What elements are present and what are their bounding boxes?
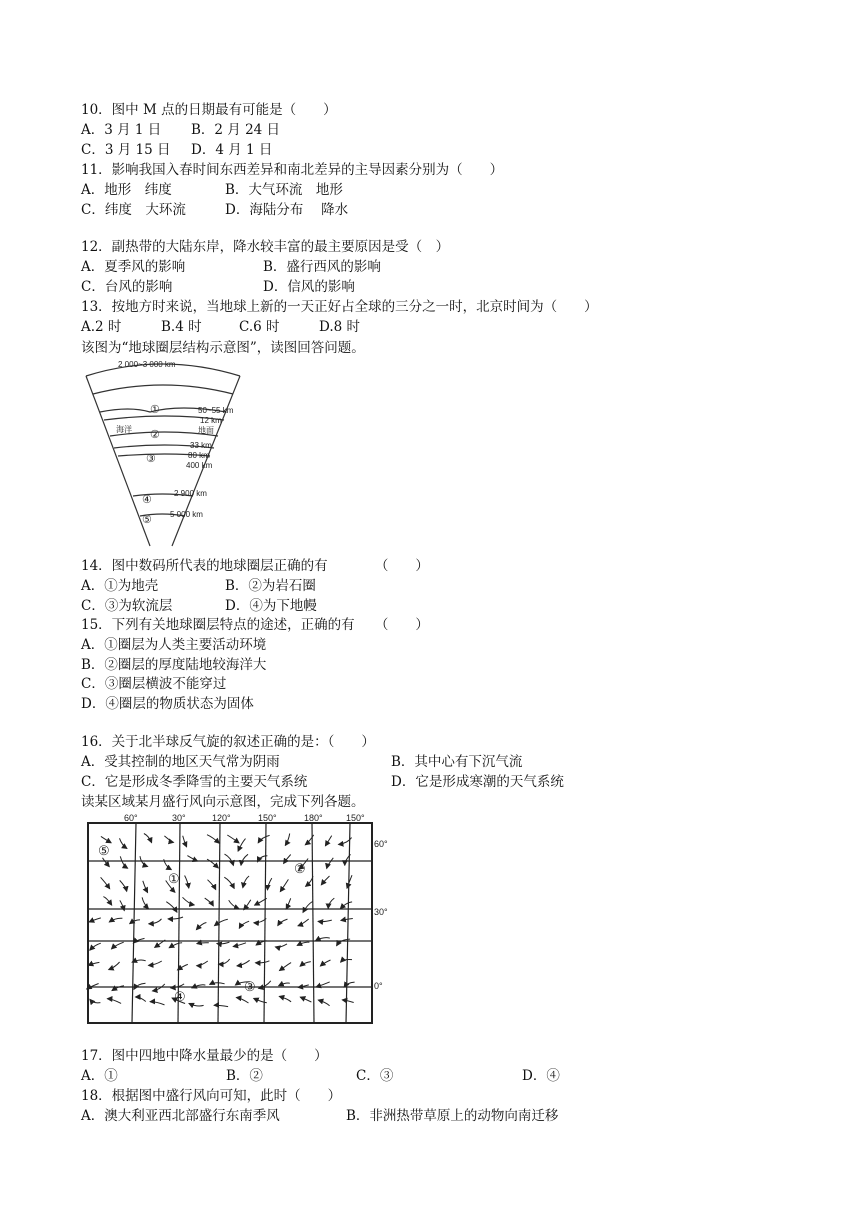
wind-arrow <box>187 856 197 862</box>
wind-direction-map <box>80 811 390 1027</box>
wind-arrow <box>109 962 120 970</box>
wind-arrow <box>197 961 208 966</box>
map-marker-1: ① <box>168 871 180 886</box>
wind-arrow <box>328 898 334 908</box>
map-marker-4: ④ <box>174 989 186 1004</box>
wind-arrow <box>219 959 230 964</box>
q13-option-a: A.2 时 <box>81 319 122 335</box>
q16-option-a: A．受其控制的地区天气常为阴雨 <box>81 754 280 770</box>
q11-option-c: C．纬度 大环流 <box>81 202 186 218</box>
wind-arrow <box>169 943 182 948</box>
layer-boundary-1 <box>93 385 233 394</box>
wind-arrow <box>316 938 330 941</box>
wind-arrow <box>325 836 331 846</box>
wind-arrow <box>344 982 354 987</box>
earth-marker-5: ⑤ <box>142 514 152 526</box>
wind-arrow <box>342 1000 353 1003</box>
lon-label-1: 60° <box>124 813 138 823</box>
earth-marker-3: ③ <box>146 453 156 465</box>
q14-option-b: B．②为岩石圈 <box>225 578 316 594</box>
q10-stem: 10．图中 M 点的日期最有可能是（ ） <box>81 102 337 118</box>
q12-stem: 12．副热带的大陆东岸，降水较丰富的最主要原因是受（ ） <box>81 239 450 255</box>
earth-left-edge <box>86 376 150 546</box>
wind-arrow <box>280 879 288 891</box>
wind-arrow <box>103 858 110 867</box>
earth-label-5000km: 5 000 km <box>170 510 203 519</box>
wind-arrow <box>130 920 140 924</box>
wind-arrow <box>321 876 329 885</box>
wind-arrow <box>229 900 239 909</box>
wind-arrow <box>297 942 309 945</box>
wind-arrow <box>244 900 251 910</box>
wind-arrow <box>189 1003 204 1006</box>
wind-arrow <box>303 902 313 913</box>
q11-option-b: B．大气环流 地形 <box>225 182 343 198</box>
q15-stem: 15．下列有关地球圈层特点的途述，正确的有 （ ） <box>81 617 429 633</box>
q18-option-a: A．澳大利亚西北部盛行东南季风 <box>81 1108 280 1124</box>
q11-option-a: A．地形 纬度 <box>81 182 172 198</box>
wind-arrow <box>150 1002 164 1005</box>
wind-arrow <box>112 942 124 949</box>
wind-arrow <box>318 1000 329 1006</box>
earth-marker-1: ① <box>150 404 160 416</box>
wind-arrow <box>90 999 101 1002</box>
q12-option-a: A．夏季风的影响 <box>81 259 186 275</box>
wind-arrow <box>144 834 152 843</box>
wind-arrow <box>286 898 291 909</box>
earth-label-2900km: 2 900 km <box>174 489 207 498</box>
q13-option-b: B.4 时 <box>161 319 202 335</box>
wind-arrow <box>164 836 173 843</box>
lat-label-60: 60° <box>374 839 388 849</box>
wind-arrow <box>258 835 269 842</box>
wind-arrow <box>210 983 225 985</box>
wind-arrow <box>168 917 183 919</box>
q10-option-c: C．3 月 15 日 <box>81 142 171 158</box>
map-marker-2: ② <box>294 861 306 876</box>
wind-arrow <box>149 961 162 965</box>
wind-arrow <box>208 880 216 890</box>
wind-arrow <box>233 943 246 947</box>
q16-option-b: B．其中心有下沉气流 <box>391 754 523 770</box>
wind-arrow <box>275 944 287 947</box>
wind-arrow <box>120 856 127 868</box>
wind-arrow <box>316 982 330 987</box>
wind-arrow <box>278 919 288 925</box>
q10-option-b: B．2 月 24 日 <box>191 122 281 138</box>
q14-option-c: C．③为软流层 <box>81 598 173 614</box>
lon-label-6: 150° <box>346 813 365 823</box>
wind-arrow <box>341 919 353 921</box>
earth-label-33km: 33 km <box>190 441 212 450</box>
q18-option-b: B．非洲热带草原上的动物向南迁移 <box>346 1108 559 1124</box>
q12-option-b: B．盛行西风的影响 <box>263 259 381 275</box>
wind-arrow <box>149 919 162 924</box>
wind-arrow <box>103 897 111 906</box>
earth-top-label: 2 000~3 000 km <box>118 360 176 369</box>
q17-option-d: D．④ <box>522 1068 560 1084</box>
wind-arrow <box>256 961 270 963</box>
q11-option-d: D．海陆分布 降水 <box>225 202 349 218</box>
map-marker-3: ③ <box>244 979 256 994</box>
q13-option-d: D.8 时 <box>319 319 361 335</box>
earth-label-50-55km: 50~55 km <box>198 406 234 415</box>
wind-map-intro: 读某区域某月盛行风向示意图，完成下列各题。 <box>81 794 365 810</box>
q18-stem: 18．根据图中盛行风向可知，此时（ ） <box>81 1088 342 1104</box>
wind-arrow <box>241 854 248 865</box>
wind-arrow <box>298 919 309 926</box>
wind-arrow <box>101 836 111 842</box>
wind-arrow <box>142 897 148 908</box>
wind-arrow <box>280 963 292 971</box>
wind-arrow <box>88 962 99 965</box>
wind-arrow <box>341 959 352 962</box>
wind-arrow <box>134 983 146 989</box>
q14-stem: 14．图中数码所代表的地球圈层正确的有 （ ） <box>81 558 429 574</box>
wind-arrow <box>285 834 289 846</box>
wind-arrow <box>166 902 177 912</box>
earth-marker-4: ④ <box>142 494 152 506</box>
q14-option-a: A．①为地壳 <box>81 578 159 594</box>
lat-label-30: 30° <box>374 907 388 917</box>
wind-arrow <box>239 921 249 928</box>
wind-arrow <box>136 997 146 1002</box>
q13-stem: 13．按地方时来说，当地球上新的一天正好占全球的三分之一时，北京时间为（ ） <box>81 299 598 315</box>
wind-arrow <box>300 962 311 967</box>
wind-arrow <box>89 918 101 922</box>
lon-label-3: 120° <box>212 813 231 823</box>
wind-arrow <box>120 838 127 848</box>
earth-diagram-intro: 该图为“地球圈层结构示意图”，读图回答问题。 <box>81 340 365 356</box>
q11-stem: 11．影响我国入春时间东西差异和南北差异的主导因素分别为（ ） <box>81 162 504 178</box>
q14-option-d: D．④为下地幔 <box>225 598 317 614</box>
wind-arrow <box>268 878 272 890</box>
ocean-label: 海洋 <box>116 425 132 434</box>
wind-arrow <box>185 876 189 889</box>
earth-label-80km: 80 km <box>188 451 210 460</box>
q12-option-c: C．台风的影响 <box>81 279 173 295</box>
wind-arrow <box>279 996 291 1001</box>
wind-arrow <box>101 877 110 888</box>
wind-arrow <box>132 960 146 962</box>
lon-label-5: 180° <box>304 813 323 823</box>
wind-arrow <box>236 998 248 1004</box>
q17-option-a: A．① <box>81 1068 118 1084</box>
wind-arrows <box>87 834 355 1007</box>
q16-stem: 16．关于北半球反气旋的叙述正确的是：（ ） <box>81 734 375 750</box>
earth-label-400km: 400 km <box>186 461 213 470</box>
wind-arrow <box>225 854 234 865</box>
wind-arrow <box>306 876 313 886</box>
q16-option-c: C．它是形成冬季降雪的主要天气系统 <box>81 774 308 790</box>
wind-arrow <box>300 997 311 1002</box>
q15-option-d: D．④圈层的物质状态为固体 <box>81 696 254 712</box>
q17-option-b: B．② <box>226 1068 263 1084</box>
wind-arrow <box>224 877 234 888</box>
wind-arrow <box>318 920 332 922</box>
wind-arrow <box>215 919 228 925</box>
wind-arrow <box>197 943 209 944</box>
wind-arrow <box>207 835 219 844</box>
q16-option-d: D．它是形成寒潮的天气系统 <box>391 774 564 790</box>
wind-arrow <box>183 897 195 905</box>
wind-arrow <box>327 858 334 869</box>
wind-arrow <box>120 880 127 891</box>
q15-option-a: A．①圈层为人类主要活动环境 <box>81 637 267 653</box>
q10-option-d: D．4 月 1 日 <box>191 142 273 158</box>
wind-arrow <box>90 943 101 950</box>
earth-layers-diagram <box>80 356 260 550</box>
wind-arrow <box>183 836 187 847</box>
map-marker-5: ⑤ <box>98 843 110 858</box>
q15-option-c: C．③圈层横波不能穿过 <box>81 676 227 692</box>
q15-option-b: B．②圈层的厚度陆地较海洋大 <box>81 657 267 673</box>
q12-option-d: D．信风的影响 <box>263 279 355 295</box>
q13-option-c: C.6 时 <box>239 319 280 335</box>
wind-arrow <box>107 999 121 1004</box>
wind-arrow <box>109 918 122 922</box>
wind-arrow <box>238 839 245 852</box>
wind-arrow <box>340 902 352 909</box>
earth-marker-2: ② <box>150 429 160 441</box>
wind-arrow <box>284 855 291 864</box>
q10-option-a: A．3 月 1 日 <box>81 122 162 138</box>
earth-label-ground: 地面 <box>198 426 214 435</box>
wind-arrow <box>320 960 330 966</box>
lon-label-4: 150° <box>258 813 277 823</box>
wind-arrow <box>143 881 148 893</box>
q17-option-c: C．③ <box>356 1068 394 1084</box>
wind-arrow <box>214 1005 228 1006</box>
lat-label-0: 0° <box>374 981 383 991</box>
wind-arrow <box>279 983 290 986</box>
lon-label-2: 30° <box>172 813 186 823</box>
earth-label-12km: 12 km <box>200 416 222 425</box>
q17-stem: 17．图中四地中降水量最少的是（ ） <box>81 1048 328 1064</box>
wind-arrow <box>237 960 250 966</box>
wind-arrow <box>196 923 206 930</box>
wind-arrow <box>227 835 239 843</box>
wind-arrow <box>243 876 249 888</box>
wind-arrow <box>205 898 214 906</box>
